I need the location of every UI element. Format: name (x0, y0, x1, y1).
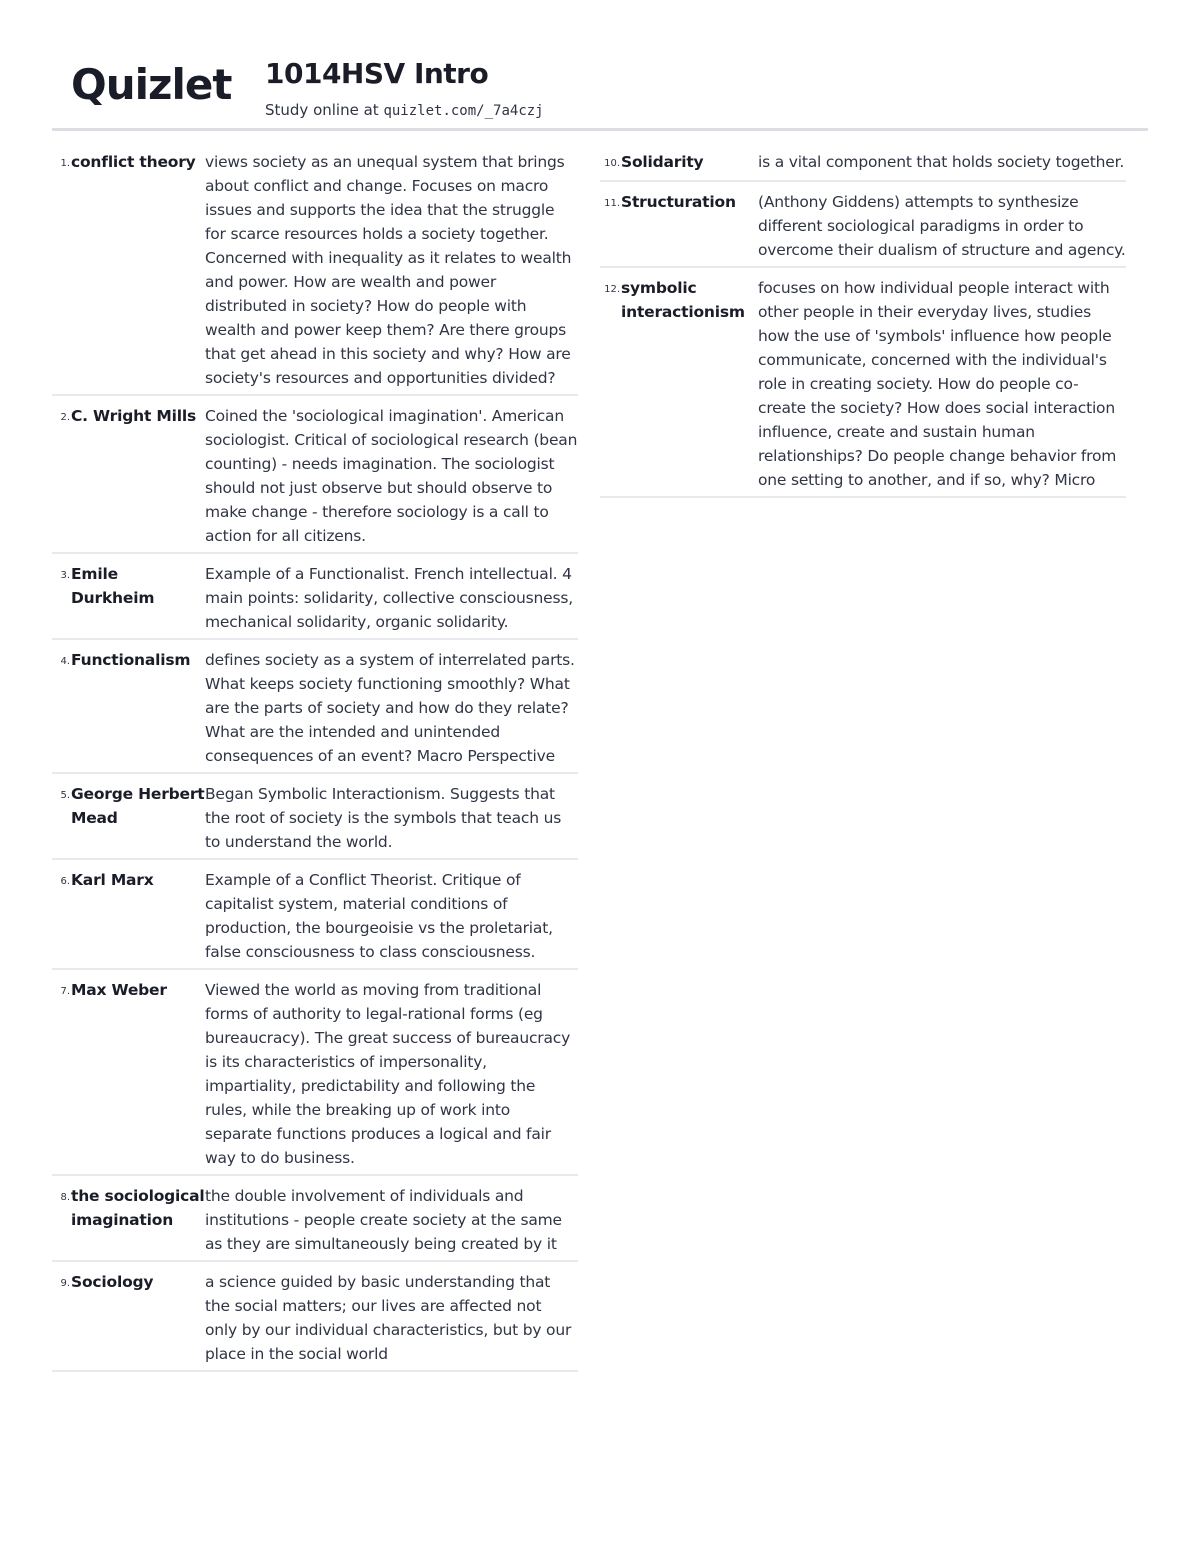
term-number: 8. (60, 1192, 70, 1203)
term-definition: defines society as a system of interrelated parts. What keeps society functioning smoothly? What are the parts of society and how do they relate? What are the intended and unintended consequences of an event? Macro Perspective (205, 651, 575, 765)
set-title: 1014HSV Intro (265, 57, 489, 90)
term-word: Max Weber (71, 981, 167, 999)
term-word: C. Wright Mills (71, 407, 196, 425)
header-divider (52, 128, 1148, 131)
term-word: Solidarity (621, 153, 704, 171)
term-row (52, 1184, 578, 1262)
term-row (52, 562, 578, 640)
term-number: 2. (60, 412, 70, 423)
term-word: George Herbert Mead (71, 785, 205, 827)
terms-column-left (52, 150, 578, 1380)
quizlet-logo: Quizlet (71, 60, 232, 109)
term-number: 6. (60, 876, 70, 887)
term-definition: Example of a Conflict Theorist. Critique of capitalist system, material conditions of production, the bourgeoisie vs the proletariat, false consciousness to class consciousness. (205, 871, 553, 961)
term-row (52, 868, 578, 970)
term-number: 11. (604, 198, 620, 209)
term-row (52, 978, 578, 1176)
term-row (52, 782, 578, 860)
term-definition: Viewed the world as moving from traditional forms of authority to legal-rational forms (eg bureaucracy). The great success of bureaucracy is its characteristics of impersonality, impartiality, predictability and following the rules, while the breaking up of work into separate functions produces a logical and fair way to do business. (205, 981, 571, 1167)
term-word: symbolic interactionism (621, 279, 745, 321)
term-word: Emile Durkheim (71, 565, 155, 607)
term-number: 1. (60, 158, 70, 169)
term-number: 3. (60, 570, 70, 581)
term-definition: a science guided by basic understanding that the social matters; our lives are affected not only by our individual characteristics, but by our place in the social world (205, 1273, 572, 1363)
study-url-link[interactable]: quizlet.com/_7a4czj (383, 103, 544, 119)
study-online-prefix: Study online at (265, 101, 384, 119)
study-online-line (265, 103, 544, 118)
term-number: 9. (60, 1278, 70, 1289)
term-word: Sociology (71, 1273, 154, 1291)
term-definition: focuses on how individual people interact with other people in their everyday lives, studies how the use of 'symbols' influence how people communicate, concerned with the individual's role in creating society. How do people co-create the society? How does social interaction influence, create and sustain human relationships? Do people change behavior from one setting to another, and if so, why? Micro (758, 279, 1117, 489)
term-row (600, 150, 1126, 182)
term-number: 5. (60, 790, 70, 801)
term-definition: is a vital component that holds society together. (758, 153, 1125, 171)
term-row (600, 190, 1126, 268)
term-word: Functionalism (71, 651, 191, 669)
term-row (52, 648, 578, 774)
term-row (52, 1270, 578, 1372)
term-definition: views society as an unequal system that brings about conflict and change. Focuses on macro issues and supports the idea that the struggle for scarce resources holds a society together. Concerned with inequality as it relates to wealth and power. How are wealth and power distributed in society? How do people with wealth and power keep them? Are there groups that get ahead in this society and why? How are society's resources and opportunities divided? (205, 153, 572, 387)
term-row (52, 404, 578, 554)
term-row (600, 276, 1126, 498)
term-word: Karl Marx (71, 871, 154, 889)
term-row (52, 150, 578, 396)
term-definition: the double involvement of individuals and institutions - people create society at the same as they are simultaneously being created by it (205, 1187, 562, 1253)
term-number: 12. (604, 284, 620, 295)
term-definition: Coined the 'sociological imagination'. American sociologist. Critical of sociological research (bean counting) - needs imagination. The sociologist should not just observe but should observe to make change - therefore sociology is a call to action for all citizens. (205, 407, 578, 545)
header (52, 54, 1148, 130)
term-word: the sociological imagination (71, 1187, 205, 1229)
term-word: conflict theory (71, 153, 196, 171)
term-number: 7. (60, 986, 70, 997)
term-number: 10. (604, 158, 620, 169)
term-definition: Began Symbolic Interactionism. Suggests that the root of society is the symbols that teach us to understand the world. (205, 785, 562, 851)
terms-column-right (600, 150, 1126, 506)
term-definition: Example of a Functionalist. French intellectual. 4 main points: solidarity, collective consciousness, mechanical solidarity, organic solidarity. (205, 565, 573, 631)
term-definition: (Anthony Giddens) attempts to synthesize different sociological paradigms in order to overcome their dualism of structure and agency. (758, 193, 1126, 259)
term-number: 4. (60, 656, 70, 667)
term-word: Structuration (621, 193, 736, 211)
